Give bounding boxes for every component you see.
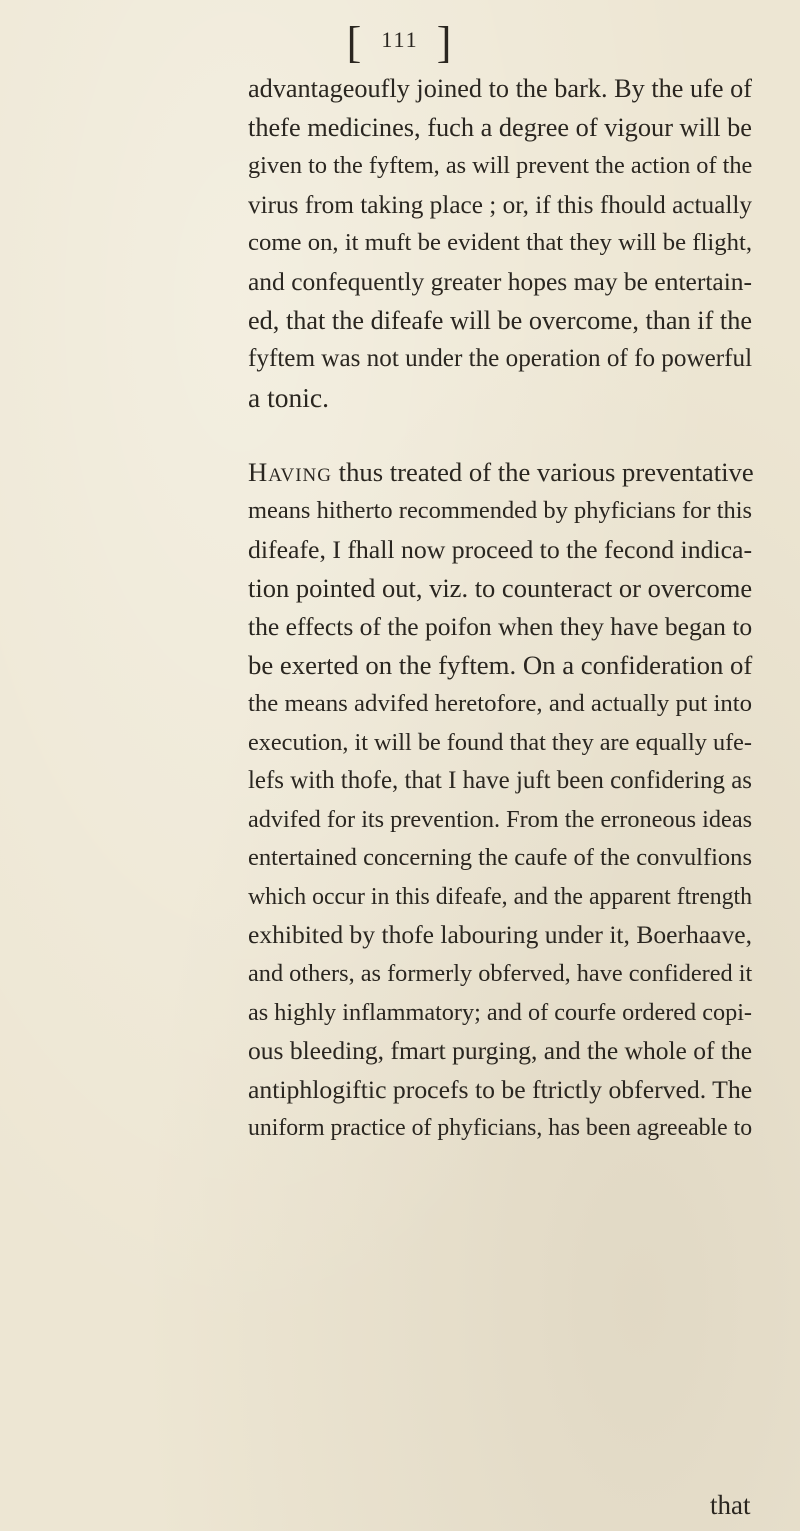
body-text	[248, 70, 752, 1148]
text-line: advantageoufly joined to the bark. By the ufe of	[248, 74, 752, 103]
text-line: a tonic.	[248, 381, 329, 413]
text-line: ous bleeding, fmart purging, and the whole of the	[248, 1036, 753, 1066]
catchword: that	[710, 1490, 751, 1520]
text-line: means hitherto recommended by phyficians for this	[248, 496, 752, 524]
text-line: virus from taking place ; or, if this fhould actually	[248, 190, 752, 219]
text-line: entertained concerning the caufe of the convulfions	[248, 844, 752, 872]
text-line: the means advifed heretofore, and actually put into	[248, 689, 752, 717]
first-line-rest: thus treated of the various preventative	[332, 457, 754, 488]
page-number: 111	[381, 27, 419, 52]
paragraph-2	[248, 453, 752, 1148]
text-line: exhibited by thofe labouring under it, Boerhaave,	[248, 920, 752, 950]
drop-word: Having	[248, 457, 333, 488]
text-line: advifed for its prevention. From the erroneous ideas	[248, 805, 753, 833]
text-line: tion pointed out, viz. to counteract or overcome	[248, 573, 753, 604]
header-close-bracket: ]	[436, 18, 454, 67]
text-line: ed, that the difeafe will be overcome, than if the	[248, 305, 752, 335]
text-line: fyftem was not under the operation of fo powerful	[248, 345, 753, 373]
text-line: given to the fyftem, as will prevent the action of the	[248, 152, 753, 180]
text-line: and others, as formerly obferved, have confidered it	[248, 960, 753, 988]
paragraph-1	[248, 70, 752, 417]
text-line: which occur in this difeafe, and the apparent ftrength	[248, 883, 752, 910]
text-line: the effects of the poifon when they have began to	[248, 611, 753, 641]
page-header	[0, 12, 800, 71]
text-line: be exerted on the fyftem. On a confideration of	[248, 650, 753, 681]
text-line: come on, it muft be evident that they will be flight,	[248, 229, 752, 257]
paragraph-gap	[248, 417, 752, 453]
text-line: lefs with thofe, that I have juft been confidering as	[248, 767, 752, 795]
text-line: thefe medicines, fuch a degree of vigour will be	[248, 112, 752, 142]
header-open-bracket: [	[346, 18, 364, 67]
text-line: difeafe, I fhall now proceed to the fecond indica-	[248, 534, 753, 564]
text-line: as highly inflammatory; and of courfe ordered copi-	[248, 998, 752, 1026]
text-line: execution, it will be found that they are equally ufe-	[248, 728, 753, 756]
text-line-first	[248, 453, 752, 492]
text-line: uniform practice of phyficians, has been agreeable to	[248, 1115, 753, 1142]
text-line: and confequently greater hopes may be entertain-	[248, 266, 752, 296]
text-line: antiphlogiftic procefs to be ftrictly obferved. The	[248, 1074, 753, 1104]
